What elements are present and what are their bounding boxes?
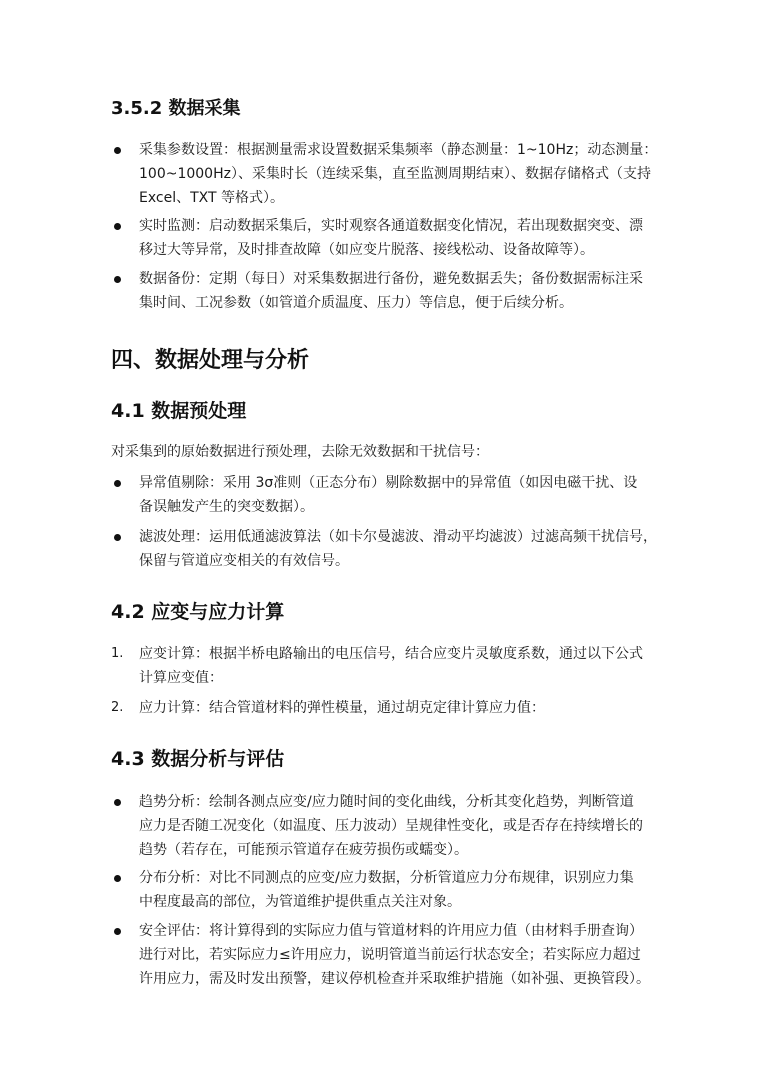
list-item — [111, 471, 657, 519]
list-item-text: 滤波处理：运用低通滤波算法（如卡尔曼滤波、滑动平均滤波）过滤高频干扰信号， 保留与管道应变相关的有效信号。 — [139, 529, 657, 569]
section-heading-4-3: 4.3 数据分析与评估 — [111, 748, 285, 770]
list-item — [111, 267, 657, 315]
bullet-icon — [114, 534, 121, 541]
section-heading-4-2: 4.2 应变与应力计算 — [111, 601, 285, 623]
bullet-icon — [114, 276, 121, 283]
numbered-item — [111, 696, 657, 720]
list-item-text: 安全评估：将计算得到的实际应力值与管道材料的许用应力值（由材料手册查询） 进行对比，若实际应力≤许用应力，说明管道当前运行状态安全；若实际应力超过 许用应力，需及时发出预警，建议停机检查并采取维护措施（如补强、更换管段）。 — [139, 923, 650, 987]
bullet-icon — [114, 928, 121, 935]
chapter-heading-4: 四、数据处理与分析 — [111, 348, 310, 373]
list-item-text: 应力计算：结合管道材料的弹性模量，通过胡克定律计算应力值： — [139, 700, 545, 716]
list-item-text: 异常值剔除：采用 3σ准则（正态分布）剔除数据中的异常值（如因电磁干扰、设 备误触发产生的突变数据）。 — [139, 475, 638, 515]
bullet-icon — [114, 223, 121, 230]
list-item — [111, 866, 657, 914]
list-item — [111, 525, 657, 573]
bullet-icon — [114, 799, 121, 806]
section-heading-4-1: 4.1 数据预处理 — [111, 400, 247, 422]
list-item-text: 趋势分析：绘制各测点应变/应力随时间的变化曲线，分析其变化趋势，判断管道 应力是否随工况变化（如温度、压力波动）呈规律性变化，或是否存在持续增长的 趋势（若存在，可能预示管道存在疲劳损伤或蠕变）。 — [139, 794, 643, 858]
bullet-icon — [114, 147, 121, 154]
bullet-icon — [114, 875, 121, 882]
section-heading-3-5-2: 3.5.2 数据采集 — [111, 98, 241, 119]
numbered-item — [111, 642, 657, 690]
list-item-text: 采集参数设置：根据测量需求设置数据采集频率（静态测量：1~10Hz；动态测量： 100~1000Hz）、采集时长（连续采集，直至监测周期结束）、数据存储格式（支持 Excel、TXT 等格式）。 — [139, 142, 658, 206]
list-item — [111, 790, 657, 862]
list-item-text: 分布分析：对比不同测点的应变/应力数据，分析管道应力分布规律，识别应力集 中程度最高的部位，为管道维护提供重点关注对象。 — [139, 870, 634, 910]
list-item — [111, 919, 657, 991]
list-item — [111, 214, 657, 262]
list-item-text: 数据备份：定期（每日）对采集数据进行备份，避免数据丢失；备份数据需标注采 集时间、工况参数（如管道介质温度、压力）等信息，便于后续分析。 — [139, 271, 643, 311]
list-item — [111, 138, 657, 210]
list-item-text: 应变计算：根据半桥电路输出的电压信号，结合应变片灵敏度系数，通过以下公式 计算应变值： — [139, 646, 643, 686]
bullet-icon — [114, 480, 121, 487]
item-number: 2. — [111, 700, 124, 715]
section-intro: 对采集到的原始数据进行预处理，去除无效数据和干扰信号： — [111, 444, 489, 460]
item-number: 1. — [111, 646, 124, 661]
list-item-text: 实时监测：启动数据采集后，实时观察各通道数据变化情况，若出现数据突变、漂 移过大等异常，及时排查故障（如应变片脱落、接线松动、设备故障等）。 — [139, 218, 643, 258]
